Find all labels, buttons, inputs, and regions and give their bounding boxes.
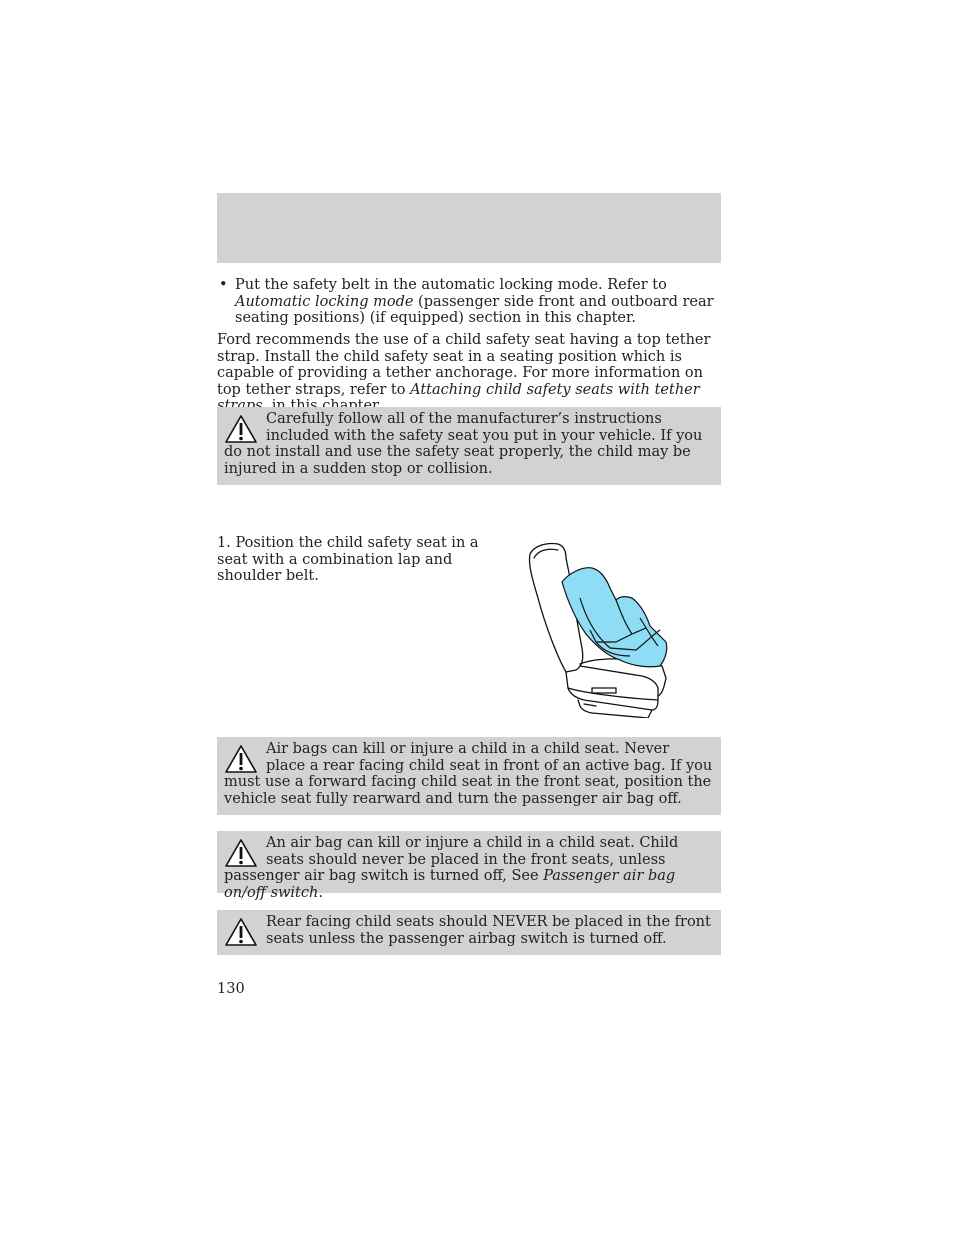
warning-box-1 (217, 407, 721, 485)
warning-2-text: Air bags can kill or injure a child in a child seat. Never place a rear facing child seat in front of an active bag. If you must use a forward facing child seat in the front seat, position the vehicle seat fully rearward and turn the passenger air bag off. (224, 741, 713, 807)
bullet-text-before: Put the safety belt in the automatic locking mode. Refer to (235, 277, 667, 293)
page-number: 130 (217, 981, 245, 997)
warning-4-text: Rear facing child seats should NEVER be placed in the front seats unless the passenger airbag switch is turned off. (266, 914, 711, 947)
warning-box-2 (217, 737, 721, 815)
warning-triangle-icon (224, 917, 258, 947)
child-safety-seat-illustration (520, 538, 675, 718)
warning-triangle-icon (224, 744, 258, 774)
bullet-symbol: • (219, 277, 228, 293)
para-italic: Attaching child safety seats with tether (410, 381, 700, 398)
warning-box-3 (217, 831, 721, 901)
tether-paragraph (217, 332, 721, 415)
bullet-italic: Automatic locking mode (235, 293, 414, 310)
bullet-text-after: (passenger side front and outboard rear seating positions) (if equipped) section in this chapter. (235, 293, 714, 327)
warning-box-4 (217, 910, 721, 955)
warning-3-italic: Passenger air bag on/off switch (224, 868, 676, 901)
para-text-before: Ford recommends the use of a child safety seat having a top tether strap. Install the child safety seat in a seating position which is capable of providing a tether anchorage. For more information on top tether straps, refer to (217, 332, 711, 398)
warning-3-text (224, 835, 713, 901)
warning-triangle-icon (224, 838, 258, 868)
header-band (217, 193, 721, 263)
warning-triangle-icon (224, 414, 258, 444)
warning-3-text-after: . (318, 884, 323, 901)
warning-3-text-before: An air bag can kill or injure a child in a child seat. Child seats should never be placed in the front seats, unless passenger air bag switch is turned off, See (224, 835, 679, 885)
bullet-item (217, 277, 721, 327)
warning-1-text: Carefully follow all of the manufacturer’s instructions included with the safety seat you put in your vehicle. If you do not install and use the safety seat properly, the child may be injured in a sudden stop or collision. (224, 411, 703, 477)
step-1-text: 1. Position the child safety seat in a seat with a combination lap and shoulder belt. (217, 535, 479, 585)
